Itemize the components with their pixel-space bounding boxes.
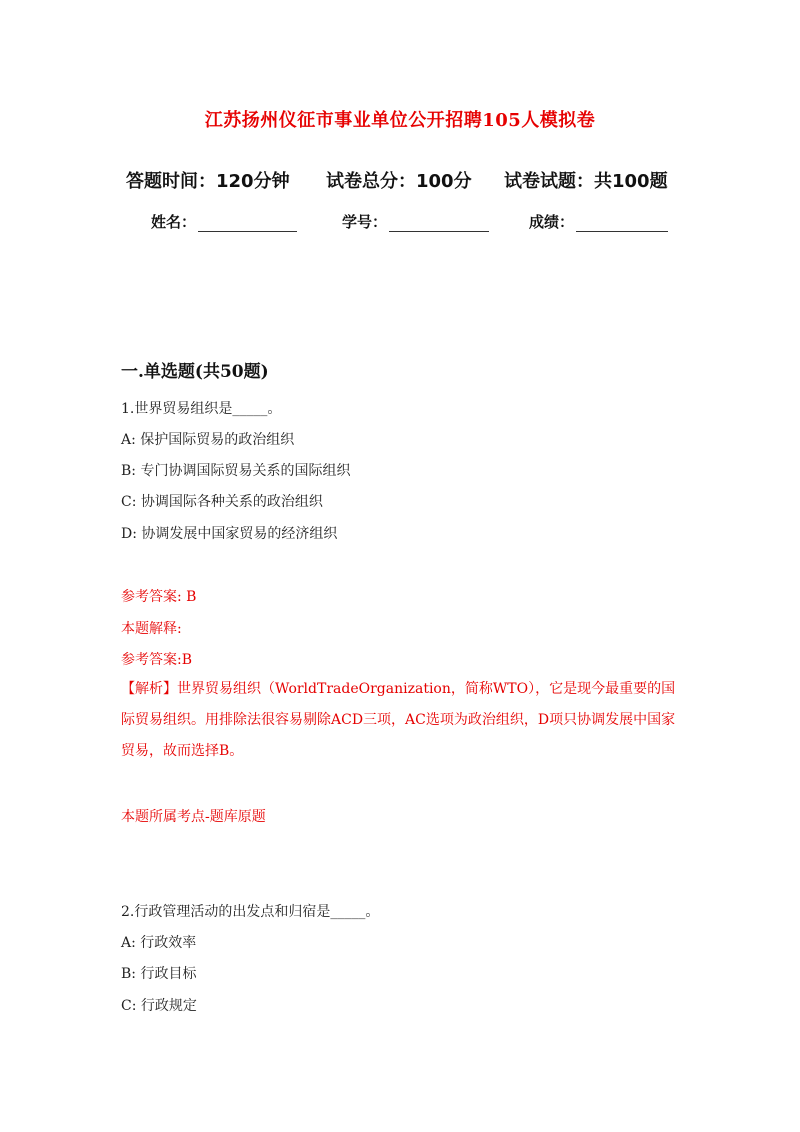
name-field (151, 211, 342, 232)
reference-answer-repeat: 参考答案:B (121, 652, 193, 668)
explanation-label: 本题解释: (121, 621, 182, 637)
question-stem: 2.行政管理活动的出发点和归宿是_____。 (121, 904, 380, 920)
exam-total-score: 试卷总分：100分 (326, 171, 472, 192)
exam-question-count: 试卷试题：共100题 (504, 171, 668, 192)
option-c: C: 协调国际各种关系的政治组织 (121, 494, 323, 510)
option-d: D: 协调发展中国家贸易的经济组织 (121, 526, 338, 542)
option-a: A: 行政效率 (121, 935, 197, 951)
explanation-text: 【解析】世界贸易组织（WorldTradeOrganization，简称WTO），它是现今最重要的国际贸易组织。用排除法很容易剔除ACD三项，AC选项为政治组织，D项只协调发展中国家贸易，故而选择B。 (121, 681, 676, 759)
reference-answer: 参考答案: B (121, 589, 197, 605)
student-id-field (342, 211, 529, 232)
exam-title: 江苏扬州仪征市事业单位公开招聘105人模拟卷 (204, 110, 596, 131)
option-c: C: 行政规定 (121, 998, 197, 1014)
student-id-blank (389, 217, 489, 232)
question-stem: 1.世界贸易组织是_____。 (121, 401, 282, 417)
grade-field (529, 211, 668, 232)
name-blank (198, 217, 297, 232)
student-info-row (151, 211, 681, 232)
option-a: A: 保护国际贸易的政治组织 (121, 432, 295, 448)
question-source: 本题所属考点-题库原题 (121, 809, 266, 825)
student-id-label: 学号： (342, 213, 388, 231)
grade-label: 成绩： (529, 213, 575, 231)
grade-blank (576, 217, 668, 232)
section-title: 一.单选题(共50题) (121, 362, 269, 382)
option-b: B: 行政目标 (121, 966, 197, 982)
option-b: B: 专门协调国际贸易关系的国际组织 (121, 463, 351, 479)
name-label: 姓名： (151, 213, 197, 231)
exam-time: 答题时间：120分钟 (126, 171, 290, 192)
exam-meta-row (126, 167, 686, 193)
